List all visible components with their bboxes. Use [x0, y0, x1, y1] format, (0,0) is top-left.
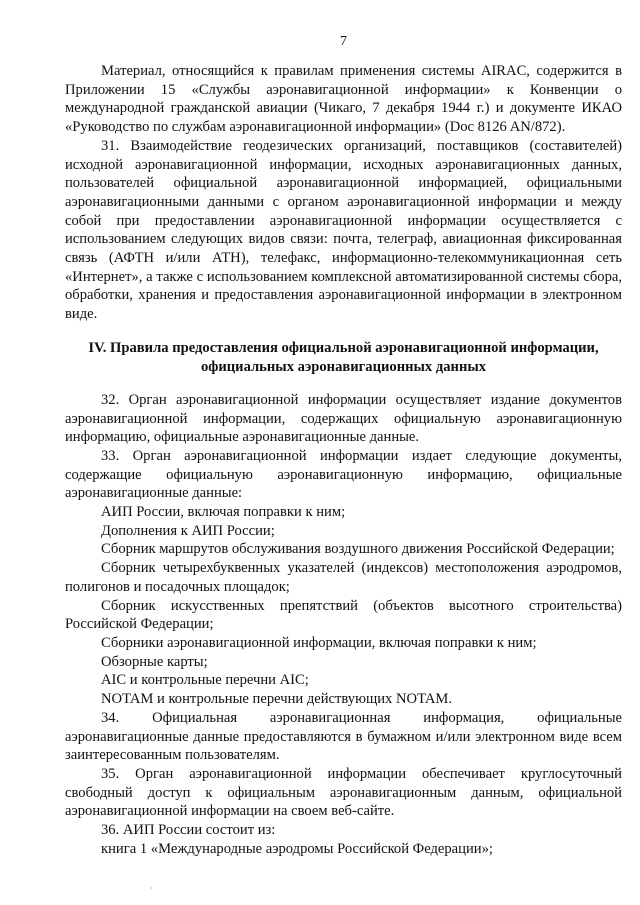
scan-dot-mark: · [150, 884, 153, 893]
list-item-collections: Сборники аэронавигационной информации, включая поправки к ним; [101, 634, 537, 651]
paragraph-34: 34. Официальная аэронавигационная информация, официальные аэронавигационные данные предоставляются в бумажном и/или электронном виде всем заинтересованным пользователям. [65, 709, 622, 764]
list-item-book-1: книга 1 «Международные аэродромы Российской Федерации»; [101, 840, 493, 857]
list-item-indicators: Сборник четырехбуквенных указателей (индексов) местоположения аэродромов, полигонов и посадочных площадок; [65, 560, 622, 595]
list-item-routes: Сборник маршрутов обслуживания воздушного движения Российской Федерации; [101, 541, 615, 558]
section-title-line-2: официальных аэронавигационных данных [200, 358, 487, 375]
section-title [65, 339, 622, 377]
list-item-aic: AIC и контрольные перечни AIC; [101, 672, 309, 689]
list-item-obstacles: Сборник искусственных препятствий (объектов высотного строительства) Российской Федерации; [65, 597, 622, 633]
paragraph-31: 31. Взаимодействие геодезических организаций, поставщиков (составителей) исходной аэронавигационной информации, исходных аэронавигационных данных, пользователей официальной аэронавигационной информацией, официальными аэронавигационными данными с органом аэронавигационной информации и между собой при предоставлении аэронавигационной информации осуществляется с использованием следующих видов связи: почта, телеграф, авиационная фиксированная связь (АФТН и/или АТН), телефакс, информационно-телекоммуникационная сеть «Интернет», а также с использованием комплексной автоматизированной системы сбора, обработки, хранения и предоставления аэронавигационной информации в электронном виде. [65, 137, 622, 323]
paragraph-35: 35. Орган аэронавигационной информации обеспечивает круглосуточный свободный доступ к официальным аэронавигационным данным, официальной аэронавигационной информации на своем веб-сайте. [65, 765, 622, 820]
paragraph-36: 36. АИП России состоит из: [101, 822, 276, 839]
page-number: 7 [340, 34, 347, 49]
list-item-overview-maps: Обзорные карты; [101, 653, 208, 670]
paragraph-32: 32. Орган аэронавигационной информации осуществляет издание документов аэронавигационной информации, содержащих официальную аэронавигационную информацию, официальные аэронавигационные данные. [65, 391, 622, 446]
paragraph-33: 33. Орган аэронавигационной информации издает следующие документы, содержащие официальную аэронавигационную информацию, официальные аэронавигационные данные: [65, 447, 622, 502]
section-title-line-1: IV. Правила предоставления официальной аэронавигационной информации, [88, 339, 599, 356]
list-item-aip: АИП России, включая поправки к ним; [101, 504, 346, 521]
paragraph-airac: Материал, относящийся к правилам применения системы AIRAC, содержится в Приложении 15 «Службы аэронавигационной информации» к Конвенции о международной гражданской авиации (Чикаго, 7 декабря 1944 г.) и документе ИКАО «Руководство по службам аэронавигационной информации» (Doc 8126 AN/872). [65, 63, 622, 136]
list-item-aip-supplements: Дополнения к АИП России; [101, 522, 275, 539]
list-item-notam: NOTAM и контрольные перечни действующих NOTAM. [101, 691, 452, 708]
